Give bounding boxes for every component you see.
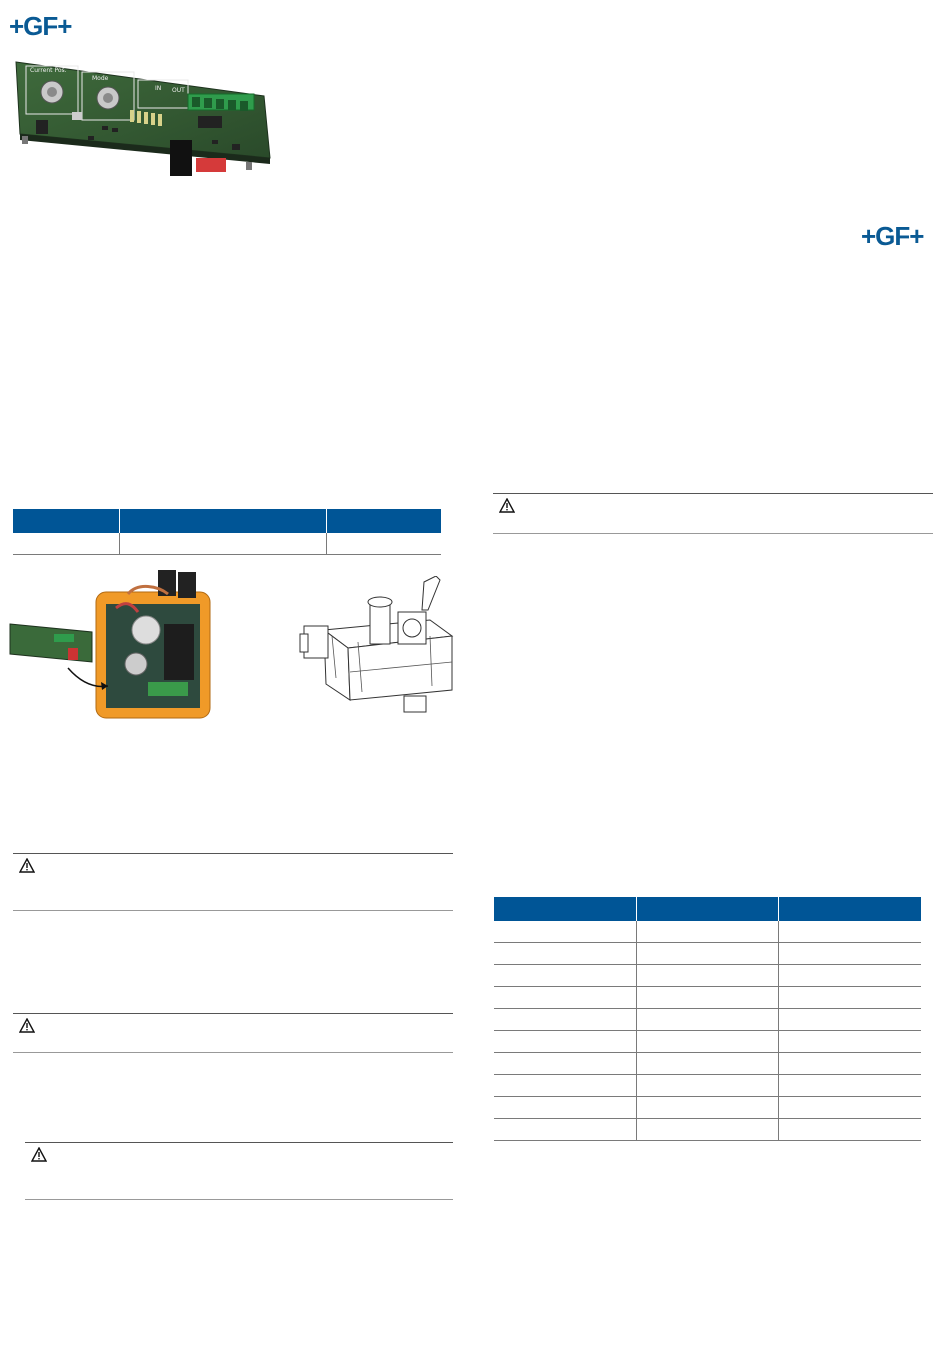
- table-cell: [494, 1031, 636, 1053]
- table-cell: [494, 1097, 636, 1119]
- table-row: [13, 533, 441, 555]
- table-cell: [778, 1009, 921, 1031]
- table-cell: [636, 1075, 778, 1097]
- table-header-cell: [119, 509, 326, 533]
- warning-triangle-icon: [19, 1018, 35, 1038]
- table-header-cell: [636, 897, 778, 921]
- table-cell: [636, 1031, 778, 1053]
- silkscreen-in: IN: [155, 85, 162, 92]
- table-row: [494, 1119, 921, 1141]
- table-cell: [494, 943, 636, 965]
- table-row: [494, 1097, 921, 1119]
- silkscreen-mode: Mode: [92, 75, 109, 82]
- table-cell: [778, 965, 921, 987]
- table-header-cell: [13, 509, 119, 533]
- table-cell: [494, 1119, 636, 1141]
- table-cell: [494, 965, 636, 987]
- table-cell: [778, 1031, 921, 1053]
- table-cell: [636, 943, 778, 965]
- table-row: [494, 1053, 921, 1075]
- table-cell: [636, 987, 778, 1009]
- table-cell: [636, 1097, 778, 1119]
- warning-box-2: [13, 1013, 453, 1053]
- left-table: [13, 509, 441, 555]
- silkscreen-current-pos: Current Pos.: [30, 67, 67, 74]
- right-table: [494, 897, 921, 1141]
- table-header-row: [494, 897, 921, 921]
- warning-triangle-icon: [31, 1147, 47, 1167]
- table-header-cell: [494, 897, 636, 921]
- table-cell: [13, 533, 119, 555]
- table-header-cell: [778, 897, 921, 921]
- table-cell: [494, 1053, 636, 1075]
- table-cell: [119, 533, 326, 555]
- table-cell: [636, 1053, 778, 1075]
- circuit-board-photo: [12, 54, 274, 190]
- table-cell: [636, 1119, 778, 1141]
- table-cell: [778, 1075, 921, 1097]
- table-row: [494, 1009, 921, 1031]
- warning-box-1: [13, 853, 453, 911]
- silkscreen-out: OUT: [172, 87, 185, 94]
- warning-box-4: [493, 493, 933, 534]
- table-cell: [636, 1009, 778, 1031]
- table-cell: [494, 987, 636, 1009]
- table-cell: [494, 1009, 636, 1031]
- table-row: [494, 943, 921, 965]
- table-row: [494, 987, 921, 1009]
- table-cell: [636, 965, 778, 987]
- warning-triangle-icon: [19, 858, 35, 878]
- table-cell: [778, 943, 921, 965]
- brand-logo-top: +GF+: [9, 11, 72, 41]
- table-cell: [494, 1075, 636, 1097]
- table-cell: [778, 1097, 921, 1119]
- table-cell: [636, 921, 778, 943]
- table-row: [494, 965, 921, 987]
- warning-triangle-icon: [499, 498, 515, 518]
- table-cell: [778, 921, 921, 943]
- table-row: [494, 1031, 921, 1053]
- warning-box-3: [25, 1142, 453, 1200]
- table-cell: [326, 533, 441, 555]
- table-row: [494, 921, 921, 943]
- actuator-installation-photo: [8, 564, 214, 720]
- table-cell: [778, 1119, 921, 1141]
- brand-logo-right: +GF+: [861, 221, 924, 251]
- actuator-line-drawing: [298, 576, 468, 722]
- table-header-cell: [326, 509, 441, 533]
- table-header-row: [13, 509, 441, 533]
- table-cell: [494, 921, 636, 943]
- table-cell: [778, 987, 921, 1009]
- table-cell: [778, 1053, 921, 1075]
- table-row: [494, 1075, 921, 1097]
